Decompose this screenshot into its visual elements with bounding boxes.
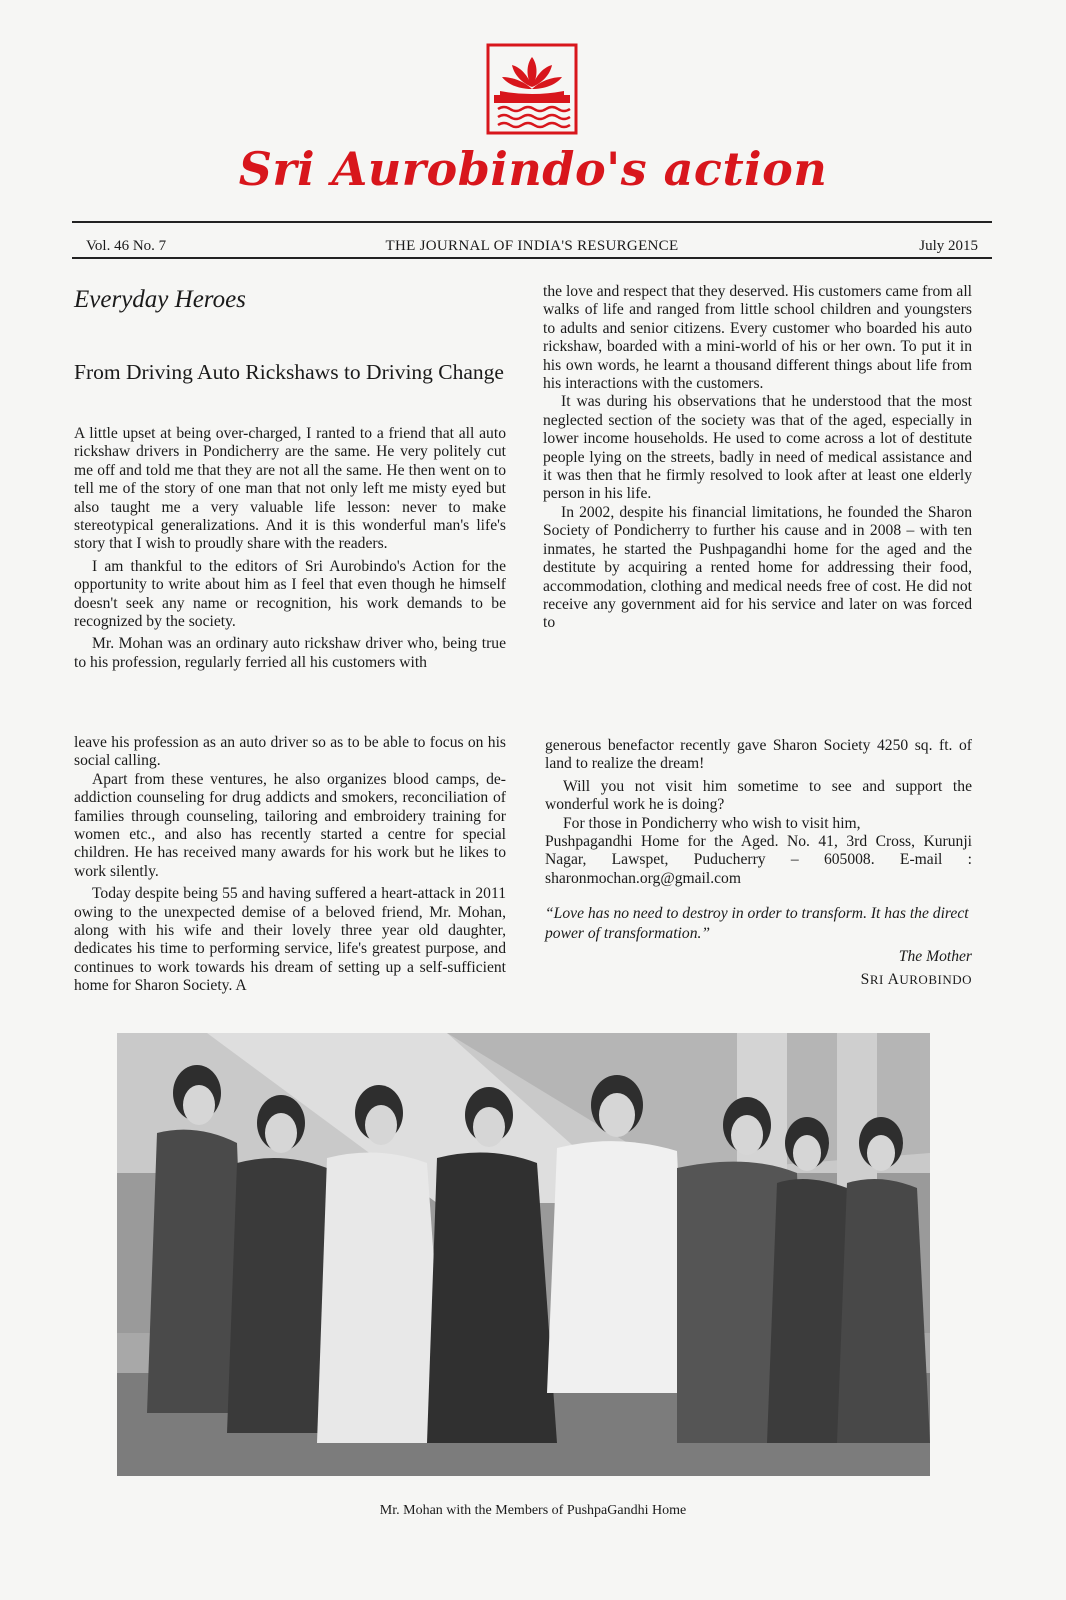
paragraph: Today despite being 55 and having suffered a heart-attack in 2011 owing to the unexpected demise of a beloved friend, Mr. Mohan, along with his wife and their lovely three year old daughter, dedicates his time to performing service, life's greatest purpose, and continues to work towards his dream of setting up a self-sufficient home for Sharon Society. A (74, 885, 506, 995)
article-title: From Driving Auto Rickshaws to Driving Change (74, 360, 504, 384)
paragraph: Apart from these ventures, he also organizes blood camps, de-addiction counseling for drug addicts and smokers, reconciliation of families through counseling, tailoring and embroidery training for women etc., and also has recently started a centre for special children. He has received many awards for his work but he likes to work silently. (74, 770, 506, 880)
article-column-3 (74, 734, 506, 996)
paragraph: Will you not visit him sometime to see and support the wonderful work he is doing? (545, 777, 972, 814)
quote-source: SRI AUROBINDO (860, 970, 972, 988)
pull-quote: “Love has no need to destroy in order to transform. It has the direct power of transformation.” (545, 905, 969, 943)
section-title: Everyday Heroes (74, 286, 246, 313)
article-column-4 (545, 737, 972, 989)
paragraph: leave his profession as an auto driver so as to be able to focus on his social calling. (74, 734, 506, 770)
journal-tagline: THE JOURNAL OF INDIA'S RESURGENCE (385, 238, 679, 254)
issue-volume: Vol. 46 No. 7 (86, 238, 167, 254)
bottom-rule (72, 257, 992, 259)
group-photo (117, 1033, 930, 1476)
paragraph: generous benefactor recently gave Sharon Society 4250 sq. ft. of land to realize the dream! (545, 737, 972, 773)
top-rule (72, 221, 992, 223)
paragraph: In 2002, despite his financial limitations, he founded the Sharon Society of Pondicherry to further his cause and in 2008 – with ten inmates, he started the Pushpagandhi home for the aged and the destitute by acquiring a rented home for addressing their food, accommodation, clothing and medical needs free of cost. He did not receive any government aid for his service and later on was forced to (543, 503, 972, 632)
article-column-2 (543, 283, 972, 633)
paragraph: For those in Pondicherry who wish to visit him, (563, 814, 861, 832)
paragraph: I am thankful to the editors of Sri Aurobindo's Action for the opportunity to write about him as I feel that even though he himself doesn't seek any name or recognition, his work demands to be recognized by the society. (74, 557, 506, 631)
masthead-title: Sri Aurobindo's action (238, 142, 828, 196)
lotus-icon (486, 43, 578, 135)
paragraph: Mr. Mohan was an ordinary auto rickshaw driver who, being true to his profession, regularly ferried all his customers with (74, 635, 506, 671)
paragraph: It was during his observations that he understood that the most neglected section of the society was that of the aged, especially in lower income households. He used to come across a lot of destitute people lying on the streets, badly in need of medical assistance and it was then that he firmly resolved to look after at least one elderly person in his life. (543, 393, 972, 503)
paragraph: A little upset at being over-charged, I ranted to a friend that all auto rickshaw drivers in Pondicherry are the same. He very politely cut me off and told me that they are not all the same. He then went on to tell me of the story of one man that not only left me misty eyed but also taught me a very valuable life lesson: never to make stereotypical generalizations. And it is this wonderful man's life's story that I wish to proudly share with the readers. (74, 425, 506, 553)
quote-speaker: The Mother (898, 948, 972, 966)
issue-date: July 2015 (919, 238, 978, 254)
article-column-1 (74, 425, 506, 672)
issue-bar (72, 236, 992, 258)
photo-caption: Mr. Mohan with the Members of PushpaGandhi Home (379, 1503, 687, 1518)
contact-address: Pushpagandhi Home for the Aged. No. 41, 3rd Cross, Kurunji Nagar, Lawspet, Puducherry – 605008. E-mail : sharonmochan.org@gmail.com (545, 833, 972, 887)
paragraph: the love and respect that they deserved. His customers came from all walks of life and ranged from little school children and youngsters to adults and senior citizens. Every customer who boarded his auto rickshaw, boarded with a mini-world of his or her own. To put it in his own words, he learnt a thousand different things about life from his interactions with the customers. (543, 283, 972, 393)
